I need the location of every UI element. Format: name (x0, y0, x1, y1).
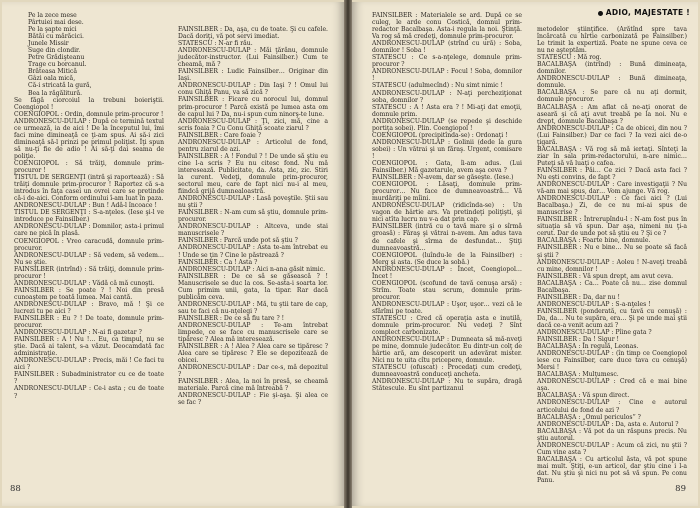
text-paragraph: STATESCU (adulmecînd) : Nu simt nimic ! (372, 82, 503, 90)
text-paragraph: Suge din clondir. (28, 47, 81, 55)
text-paragraph: BACALBAŞA : Ca… Poate că nu… zise domnul Bacalbaşa. (537, 279, 687, 294)
text-paragraph: ANDRONESCU-DULAP : După ce termină textul ce urmează, ia de aici ! De la începutul lui, îmi faci mine dimineaţă ce ţi-am spus. Ai să-i zici dimineaţă să-l prinzi pe primul poliţist. Îţi spun să nu-ţi fie de adio ! Ai să-ţi dai seama de poliţie. (14, 117, 164, 160)
text-paragraph: FAINSILBER : Materialele se ard. După ce se culeg, le arde conu Costică, domnul prim-redactor Bacalbaşa. Asta-i regula la noi. Ştinţă. Va rog să mă credeţi, domnule prim-procuror. (372, 12, 522, 41)
text-paragraph: TISTUL DE SERGENŢI : S-a-nţeles. (Iese şi-l ve introduce pe Fainsilber.) (14, 209, 164, 224)
text-paragraph: ANDRONESCU-DULAP : N-ai fi gazetar ? (14, 329, 142, 337)
text-paragraph: FAINSILBER (intră cu o tavă mare şi o sîrmă groasă) : Făraş şi vătrai n-avem. Am adus tava de cafele şi sîrma de desfundat… Ştiţi dumneavoastră… (372, 223, 522, 252)
text-paragraph: ANDRONESCU-DULAP : Ce-i asta ; cu de toate ? (14, 385, 164, 400)
text-paragraph: COENGIOPOL : Gata, îi-am adus. (Lui Fainsilber.) Mă gazetarule, avem aşa ceva ? (372, 159, 522, 175)
text-paragraph: FAINSILBER : De ce să se găsească ? ! Manuscrisele se duc la cos. Se-asta-i soarta lor. Cum primim unii, gata, la tipar. Rar dacă publicăm ceva. (178, 272, 328, 301)
text-paragraph: ANDRONESCU-DULAP : Dumneata să mă-nveţi pe mine, domnule judecător. Eu dintr-un colţ de hârtie ară, am descoperit un adevărat mister. Nici nu te uita cîtu pricepere, domnule. (372, 336, 522, 365)
text-paragraph: ANDRONESCU-DULAP : Dar ce-s, mă depozitul ? (178, 364, 328, 379)
text-paragraph: ANDRONESCU-DULAP : Ţi, zici, mă, cine a scris foaia ? Cu Conu Ghiţă scoate ziarul ? (178, 117, 328, 132)
text-paragraph: ANDRONESCU-DULAP : Nu te supăra, dragă Stătescule. Eu sînt partizanul (372, 378, 522, 393)
text-paragraph: Pe la şapte mici (28, 26, 77, 34)
text-paragraph: metodelor ştiinţifice. (Arătînd spre tava încărcată cu hîrtie carbonizată pe Fainsilber.) Le trimit la expertiză. Poate ne spune ceva ce nu ne aşteptăm. (537, 26, 687, 55)
text-paragraph: ANDRONESCU-DULAP : Fie şi-aşa. Şi alea ce se fac ? (178, 392, 328, 407)
text-paragraph: FAINSILBER : Ficare cu norocul lui, domnul prim-procuror ! Parcă există pe lumea asta om de capul lui ? Da, nu-i spun cum ninorş-te lune. (178, 96, 328, 118)
text-paragraph: COENGIOPOL : Să trăiţi, domnule prim-procuror ! (14, 159, 164, 175)
text-paragraph: ANDRONESCU-DULAP : Bună dimineaţa, domnule. (537, 75, 687, 90)
text-paragraph: ANDRONESCU-DULAP : Bravo, mă ! Şi ce lucrezi tu pe aici ? (14, 300, 164, 315)
text-paragraph: STATESCU (ofuscat) : Procedaţi cum credeţi, dumneavoastră conduceţi ancheta. (372, 364, 522, 379)
text-paragraph: ANDRONESCU-DULAP : Încet, Coengiopol… Încet ! (372, 265, 522, 280)
text-paragraph: STATESCU : N-ar fi rău. (178, 40, 253, 48)
text-paragraph: Bătăi cu mărăcici. (28, 33, 84, 41)
text-paragraph: FAINSILBER (intrînd) : Să trăiţi, domnule prim-procuror ! (14, 265, 164, 280)
text-paragraph: FAINSILBER : Da, aşa, cu de toate. Şi cu cafele. Dacă doriţi, vă pot servi imediat. (178, 26, 328, 41)
text-paragraph: ANDRONESCU-DULAP : Cred că e mai bine aşa. (537, 378, 687, 393)
text-paragraph: Se făgă ciorcoiul la trebuni boieriştii. Coengiopol ! (14, 96, 164, 111)
text-paragraph: ANDRONESCU-DULAP : Ce faci aici ? (Lui Bacalbaşa.) Zi, de ce nu mi-ai spus de manuscrise ? (537, 195, 687, 217)
text-paragraph: FAINSILBER : Vă spun drept, am avut ceva. (537, 272, 674, 280)
text-paragraph: STATESCU : Ce s-a-nţelege, domnule prim-procuror ? (372, 54, 522, 69)
left-page (2, 2, 344, 506)
text-paragraph: COENGIOPOL (precipitînda-se) : Ordonaţi ! (372, 131, 508, 139)
text-paragraph: FAINSILBER : Păi… Ce zici ? Dacă asta faci ? Nu eşti convins, de fapt ? (537, 166, 687, 181)
text-paragraph: Că-i stricată la gură, (28, 82, 92, 90)
text-paragraph: STATESCU : Mă rog. (537, 54, 602, 62)
text-paragraph: FAINSILBER : Subadministrator cu ce de toate ? (14, 371, 164, 386)
text-paragraph: ANDRONESCU-DULAP : Care investigaţii ? Nu vă-am mai spus, dar… Vom ajunge. Vă rog. (537, 181, 687, 196)
text-paragraph: ANDRONESCU-DULAP (ridicînda-se) : Un vagon de hârtie ars. Va pretindeţi poliţişti, şi nici atîta lucru nu v-a dat prin cap. (372, 202, 522, 224)
text-paragraph: BACALBAŞA : Vă rog să mă iertaţi. Sînteţi la ziar în sala prim-redactorului, n-are nimic… Puteţi să vă luaţi o cafea. (537, 145, 687, 167)
left-column-2 (178, 26, 328, 407)
text-paragraph: FAINSILBER : Alea, la noi în presă, se cheamă materiale. Parcă cine mă întreabă ? (178, 378, 328, 393)
page-number-right: 89 (675, 484, 686, 494)
text-paragraph: ANDRONESCU-DULAP : Mă, tu ştii tare de cap, sau te faci că nu-nţelegi ? (178, 300, 328, 315)
text-paragraph: Gâzi oala mică, (28, 75, 76, 83)
text-paragraph: FAINSILBER : N-am cum să ştiu, domnule prim-procuror. (178, 209, 328, 224)
text-paragraph: FAINSILBER : Da ! Sigur ! (537, 336, 619, 344)
text-paragraph: COENGIOPOL (luîndu-le de la Fainsilber) : Merg şi asta. (Se duce la sobă.) (372, 251, 522, 266)
text-paragraph: FAINSILBER : Da, dar nu ! (537, 293, 620, 301)
text-paragraph: ANDRONESCU-DULAP : Te-am întrebat limpede, ce se face cu manuscrisele care se tipăresc ? Alea mă interesează. (178, 321, 328, 344)
text-paragraph: Pe la zece mese (28, 12, 77, 19)
text-paragraph: Brăteasa Mitică (28, 68, 78, 76)
text-paragraph: BACALBAŞA : Am aflat că ne-aţi onorat de aseară şi că aţi avut treabă pe la noi. Nu e drept, domnule Bacalbaşa ? (537, 103, 687, 125)
text-paragraph: Trage cu borcanul. (28, 61, 87, 69)
left-column-1 (14, 12, 164, 400)
text-paragraph: TISTUL DE SERGENŢI (intră şi raportează) : Să trăiţi domnule prim-procuror ! Raportez că s-a introdus în faţa casei un ovrei care se pretinde că-i de-aici. Conform ordinului î-am luat în paza. (14, 174, 164, 203)
text-paragraph: COENGIOPOL : Lăsaţi, domnule prim-procuror… Nu face de dumneavoastră… Vă murdăriţi pe mîini. (372, 181, 522, 203)
text-paragraph: ANDRONESCU-DULAP : Lasă poveştile. Ştii sau nu ştii ? (178, 195, 328, 210)
page-number-left: 88 (10, 484, 21, 494)
text-paragraph: BACALBAŞA : Vă spun direct. (537, 392, 630, 400)
text-paragraph: FAINSILBER : Întrerupîndu-l : N-am fost pus în situaţia să vă spun. Dar aşa, nimeni nu ţi-a cerut. Dar de unde pot să ştiu eu ? Şi ce ? (537, 216, 687, 238)
text-paragraph: ANDRONESCU-DULAP : Uşor, uşor… vezi că le sfărîmi pe toate. (372, 300, 522, 315)
text-paragraph: Pârtuiei mai dese. (28, 19, 84, 27)
text-paragraph: ANDRONESCU-DULAP (strînd cu ură) : Soba, domnilor ! Soba ! (372, 40, 522, 55)
text-paragraph: ANDRONESCU-DULAP : Altceva, unde stai manuscrisele ? (178, 223, 328, 238)
text-paragraph: Bea la răgălitură. (28, 89, 83, 97)
text-paragraph: FAINSILBER : Parcă unde pot să ştiu ? (178, 237, 298, 245)
text-paragraph: FAINSILBER : Ludic Fainsilber… Originar din Iaşi. (178, 68, 328, 83)
bullet-icon (598, 11, 603, 16)
text-paragraph: FAINSILBER : De ce să fiu tare ? ! (178, 314, 285, 322)
book-gutter (344, 0, 352, 508)
text-paragraph: ANDRONESCU-DULAP : Focul ! Soba, domnilor ! (372, 68, 522, 83)
right-page (352, 2, 698, 506)
text-paragraph: BACALBAŞA : Mulţumesc. (537, 371, 619, 379)
text-paragraph: Junele Missir (28, 40, 69, 48)
text-paragraph: ANDRONESCU-DULAP : Pîine gata ? (537, 329, 652, 337)
text-paragraph: BACALBAŞA (intrînd) : Bună dimineaţa, domnilor. (537, 61, 687, 76)
text-paragraph: ANDRONESCU-DULAP : Asta te-am întrebat eu ! Unde se ţin ? Cine le păstrează ? (178, 244, 328, 259)
text-paragraph: ANDRONESCU-DULAP (se repede şi deschide portiţa sobei). Plin. Coengiopol ! (372, 117, 522, 132)
text-paragraph: ANDRONESCU-DULAP : Ca de obicei, din nou ? (Lui Fainsilber.) Dar ce faci ? Ia vezi aici de-o ţigară. (537, 124, 687, 146)
text-paragraph: ANDRONESCU-DULAP : Precis, măi ! Ce faci tu aici ? (14, 357, 164, 372)
text-paragraph: FAINSILBER : Ca ! Asta ? (178, 258, 258, 266)
text-paragraph: STATESCU : A ! Asta era ? ! Mi-aţi dat emoţii, domnule prim. (372, 103, 522, 118)
text-paragraph: ANDRONESCU-DULAP : Aoleu ! N-aveţi treabă cu mine, domnilor ! (537, 258, 687, 273)
text-paragraph: ANDRONESCU-DULAP : Aici n-ana găsit nimic. (178, 265, 326, 273)
text-paragraph: FAINSILBER (ponderată, cu tavă cu cenuşă) : Da, da… Nu te supăra, era… Şi pe unde mai ştii dacă ce-a venit acum azi ? (537, 307, 687, 329)
text-paragraph: ANDRONESCU-DULAP : S-a-nţeles ! (537, 300, 651, 308)
text-paragraph: ANDRONESCU-DULAP : Acum că zici, nu ştii ? Cum vine asta ? (537, 441, 687, 456)
running-header-title: ADIO, MAJESTATE ! (605, 8, 690, 17)
text-paragraph: BACALBAŞA : În regulă, Leonas. (537, 343, 639, 351)
text-paragraph: BACALBAŞA : „Omul periculos” ? (537, 413, 641, 421)
text-paragraph: FAINSILBER : A ! Alea ? Alea care se tipăresc ? Alea care se tipăresc ? Ele se depozitează de obicei. (178, 343, 328, 365)
running-header (598, 8, 690, 17)
text-paragraph: STATESCU : Cred că operaţia asta e inutilă, domnule prim-procuror. Nu vedeţi ? Sînt complect carbonizate. (372, 315, 522, 337)
text-paragraph: COENGIOPOL : Vreo caracudă, domnule prim-procuror. (14, 237, 164, 252)
text-paragraph: FAINSILBER : Eu ? ! De toate, domnule prim-procuror. (14, 315, 164, 330)
text-paragraph: COENGIOPOL : Ordin, domnule prim-procuror ! (14, 110, 164, 118)
text-paragraph: ANDRONESCU-DULAP : (în timp ce Coengiopol iese cu Fainsilber, care duce tava cu cenuşă) Mersi ! (537, 350, 687, 372)
text-paragraph: BACALBAŞA : Cu articolul ăsta, vă pot spune mai mult. Ştiţi, e-un articol, dar ştiu cine i l-a dat. Nu ştiu şi nici nu pot să vă spun. Pe conu Panu. (537, 455, 687, 484)
text-paragraph: FAINSILBER : Se poate ? ! Noi din presă cunoaştem pe toată lumea. Mai cantă. (14, 286, 164, 301)
text-paragraph: ANDRONESCU-DULAP : Articolul de fond, pentru ziarul de azi. (178, 138, 328, 153)
text-paragraph: FAINSILBER : A ! Nu !… Eu, ca timpul, nu se ştie. Dacă ai talent, s-a văzut. Deocamdată fac administraţie. (14, 336, 164, 358)
text-paragraph: ANDRONESCU-DULAP : Golinii (dede la gura sobei) : Un vătrai şi un făraş. Urgent, comisare ! (372, 138, 522, 160)
text-paragraph: ANDRONESCU-DULAP : Vădă că mă cunoşti. (14, 279, 155, 287)
text-paragraph: FAINSILBER : Care foaie ? (178, 131, 261, 139)
text-paragraph: ANDRONESCU-DULAP : Din Iaşi ? ! Omul lui conu Ghiţă Panu, va să zică ? (178, 82, 328, 97)
text-paragraph: ANDRONESCU-DULAP : Măi ţărănu, domnule judecător-instructor. (Lui Fainsilber.) Cum te cheamă, mă ? (178, 47, 328, 69)
text-paragraph: ANDRONESCU-DULAP : N-aţi percheziţionat soba, domnilor ? (372, 89, 522, 104)
text-paragraph: FAINSILBER : N-avem, dar se găseşte. (Iese.) (372, 174, 514, 182)
text-paragraph: ANDRONESCU-DULAP : Da, asta e. Autorul ? (537, 420, 679, 428)
text-paragraph: COENGIOPOL (scofund de tavă cenuşa arsă) : Strîm. Toate stau scrum, domnule prim-procuror. (372, 279, 522, 301)
text-paragraph: ANDRONESCU-DULAP : Cine e autorul articolului de fond de azi ? (537, 399, 687, 414)
text-paragraph: BACALBAŞA : Se pare că nu aţi dormit, domnule procuror. (537, 89, 687, 104)
text-paragraph: ANDRONESCU-DULAP : Să vedem, să vedem… Nu se ştie. (14, 251, 164, 266)
text-paragraph: FAINSILBER : Nu e bine… Nu se poate să facă şi ştii ? (537, 244, 687, 259)
text-paragraph: BACALBAŞA : Foarte bine, domnule. (537, 237, 651, 245)
right-column-1 (372, 12, 522, 393)
text-paragraph: FAINSILBER : A ! Fondul ? ! De unde să ştiu eu cine l-a scris ? Eu nu citesc fond. Nu mă interesează. Publicitate, da. Asta, zic, zic. Stiri la curent. Vedeţi, domnule prim-procuror, sectorul meu, care de fapt nici nu-i al meu, fiindcă grijă dumnealoastră. (178, 152, 328, 196)
text-paragraph: ANDRONESCU-DULAP : Bun ! Adă-l încoace ! (14, 202, 157, 210)
right-column-2 (537, 26, 687, 484)
text-paragraph: Petre Grădişteanu (28, 54, 85, 62)
text-paragraph: BACALBAŞA : Vă pot da un răspuns precis. Nu ştiu autorul. (537, 427, 687, 442)
text-paragraph: ANDRONESCU-DULAP : Domnilor, asta-i primul care ne pică în plasă. (14, 223, 164, 238)
